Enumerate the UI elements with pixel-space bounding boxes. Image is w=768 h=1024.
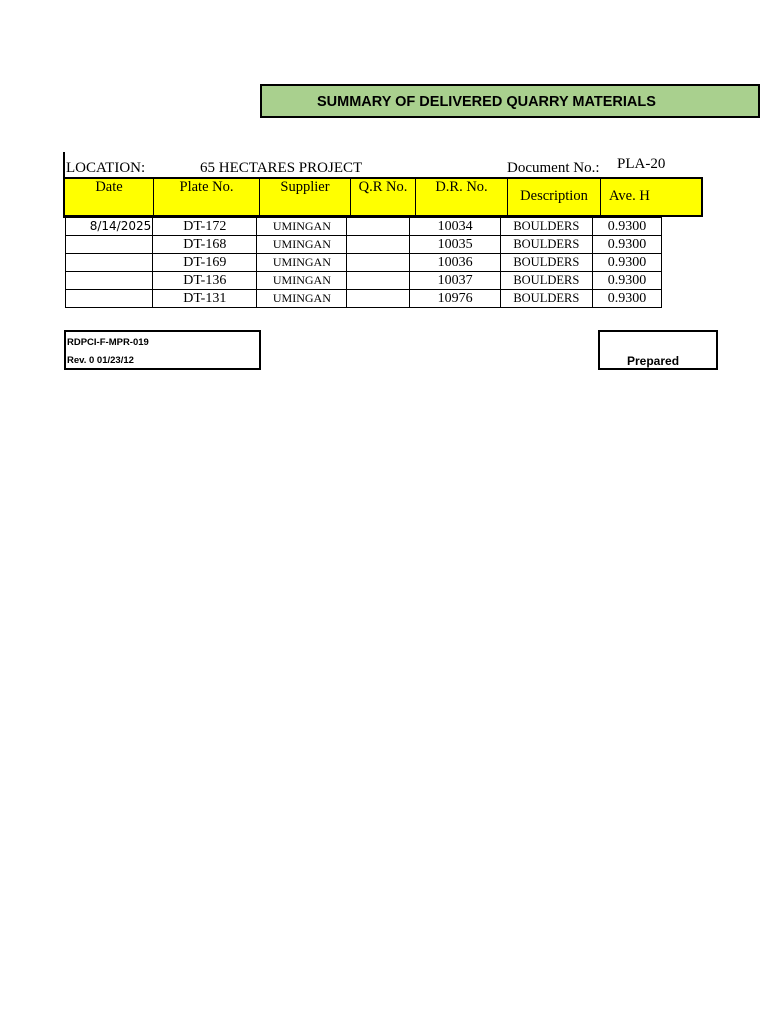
cell-plate[interactable]: DT-168	[153, 236, 257, 254]
cell-date[interactable]: 8/14/2025	[66, 218, 153, 236]
cell-qr[interactable]	[347, 254, 410, 272]
cell-supplier[interactable]: UMINGAN	[257, 254, 347, 272]
location-label: LOCATION:	[66, 160, 146, 176]
cell-qr[interactable]	[347, 218, 410, 236]
cell-description[interactable]: BOULDERS	[500, 290, 592, 308]
prepared-by-box	[598, 330, 718, 370]
cell-date[interactable]	[66, 254, 153, 272]
column-header-ave[interactable]: Ave. H	[609, 188, 650, 204]
table-row	[66, 254, 662, 272]
cell-qr[interactable]	[347, 272, 410, 290]
table-row	[66, 236, 662, 254]
cell-plate[interactable]: DT-172	[153, 218, 257, 236]
cell-ave[interactable]: 0.9300	[592, 254, 661, 272]
cell-supplier[interactable]: UMINGAN	[257, 290, 347, 308]
cell-ave[interactable]: 0.9300	[592, 218, 661, 236]
cell-ave[interactable]: 0.9300	[592, 290, 661, 308]
document-label: Document No.:	[507, 160, 600, 176]
cell-description[interactable]: BOULDERS	[500, 272, 592, 290]
column-header-qr[interactable]: Q.R No.	[351, 179, 416, 215]
cell-date[interactable]	[66, 290, 153, 308]
page-title: SUMMARY OF DELIVERED QUARRY MATERIALS	[317, 94, 656, 110]
cell-plate[interactable]: DT-169	[153, 254, 257, 272]
cell-date[interactable]	[66, 272, 153, 290]
title-banner	[260, 84, 760, 118]
cell-supplier[interactable]: UMINGAN	[257, 218, 347, 236]
cell-dr[interactable]: 10034	[410, 218, 500, 236]
cell-description[interactable]: BOULDERS	[500, 254, 592, 272]
column-header-supplier[interactable]: Supplier	[260, 179, 351, 215]
column-header-plate[interactable]: Plate No.	[154, 179, 260, 215]
table-row	[66, 272, 662, 290]
cell-dr[interactable]: 10976	[410, 290, 500, 308]
document-value: PLA-20	[617, 156, 666, 172]
column-header-description[interactable]: Description	[508, 179, 601, 215]
revision-text: Rev. 0 01/23/12	[67, 355, 134, 366]
table-header	[63, 177, 703, 217]
data-table	[65, 217, 662, 308]
table-row	[66, 290, 662, 308]
cell-supplier[interactable]: UMINGAN	[257, 272, 347, 290]
column-header-date[interactable]: Date	[65, 179, 154, 215]
cell-qr[interactable]	[347, 290, 410, 308]
cell-ave[interactable]: 0.9300	[592, 272, 661, 290]
cell-ave[interactable]: 0.9300	[592, 236, 661, 254]
cell-date[interactable]	[66, 236, 153, 254]
cell-supplier[interactable]: UMINGAN	[257, 236, 347, 254]
cell-plate[interactable]: DT-131	[153, 290, 257, 308]
cell-description[interactable]: BOULDERS	[500, 218, 592, 236]
table-row	[66, 218, 662, 236]
cell-qr[interactable]	[347, 236, 410, 254]
form-code: RDPCI-F-MPR-019	[67, 337, 149, 348]
prepared-label: Prepared	[627, 354, 680, 368]
cell-plate[interactable]: DT-136	[153, 272, 257, 290]
location-value: 65 HECTARES PROJECT	[200, 160, 363, 176]
cell-description[interactable]: BOULDERS	[500, 236, 592, 254]
form-code-box	[64, 330, 261, 370]
cell-dr[interactable]: 10037	[410, 272, 500, 290]
cell-dr[interactable]: 10036	[410, 254, 500, 272]
column-header-dr[interactable]: D.R. No.	[416, 179, 508, 215]
cell-dr[interactable]: 10035	[410, 236, 500, 254]
